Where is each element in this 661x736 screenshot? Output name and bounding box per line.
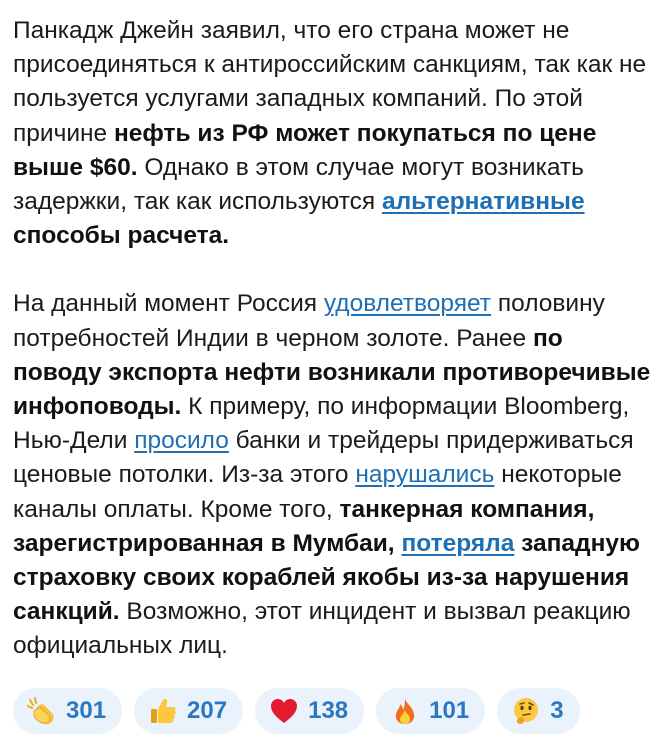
reaction-heart[interactable]: [255, 688, 364, 734]
paragraph-1: [13, 14, 653, 253]
text-segment: банки и трейдеры придерживаться ценовые потолки. Из-за этого: [13, 427, 634, 489]
text-segment: Панкадж Джейн заявил, что его страна может не присоединяться к антироссийским санкциям, так как не пользуется услугами западных компаний. По этой причине: [13, 17, 647, 147]
reaction-count: 138: [308, 697, 349, 724]
reaction-thumbs-up[interactable]: [134, 688, 243, 734]
bold-segment: по поводу экспорта нефти возникали противоречивые инфоповоды.: [13, 324, 651, 421]
link-disrupted[interactable]: нарушались: [355, 461, 495, 489]
reaction-count: 101: [429, 697, 470, 724]
text-segment: На данный момент Россия: [13, 290, 324, 318]
bold-segment: нефть из РФ может покупаться по цене выше $60.: [13, 119, 597, 181]
paragraph-2: [13, 287, 653, 663]
bold-segment: способы расчета.: [13, 222, 230, 250]
text-segment: половину потребностей Индии в черном золоте. Ранее: [13, 290, 605, 352]
bold-segment: танкерная компания, зарегистрированная в Мумбаи,: [13, 495, 595, 557]
message-text: [13, 14, 653, 664]
reaction-thinking[interactable]: [497, 688, 579, 734]
reaction-count: 3: [550, 697, 564, 724]
text-segment: К примеру, по информации Bloomberg, Нью-Дели: [13, 393, 630, 455]
text-segment: Возможно, этот инцидент и вызвал реакцию официальных лиц.: [13, 598, 631, 660]
link-satisfies[interactable]: удовлетворяет: [323, 290, 492, 318]
reaction-count: 301: [66, 697, 107, 724]
clapping-hands-icon: [27, 696, 57, 726]
reaction-fire[interactable]: [376, 688, 485, 734]
link-asked[interactable]: просило: [134, 427, 229, 455]
text-segment: некоторые каналы оплаты. Кроме того,: [13, 461, 622, 523]
link-alternative-payment[interactable]: альтернативные: [381, 188, 585, 216]
reaction-count: 207: [187, 697, 228, 724]
link-lost[interactable]: потеряла: [401, 529, 515, 557]
thumbs-up-icon: [148, 696, 178, 726]
reactions-bar: [13, 688, 580, 734]
reaction-clap[interactable]: [13, 688, 122, 734]
red-heart-icon: [269, 696, 299, 726]
bold-segment: западную страховку своих кораблей якобы из-за нарушения санкций.: [13, 529, 640, 626]
text-segment: Однако в этом случае могут возникать задержки, так как используются: [13, 153, 584, 216]
thinking-face-icon: [511, 696, 541, 726]
fire-icon: [390, 696, 420, 726]
